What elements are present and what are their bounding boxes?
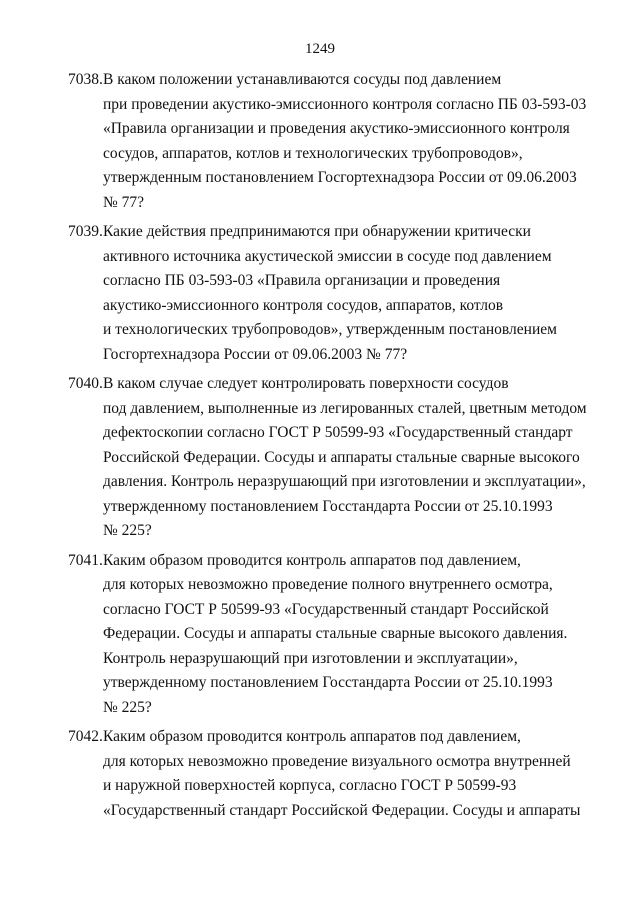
question-text-line: утвержденным постановлением Госгортехнадзора России от 09.06.2003 [103, 169, 577, 186]
question-item [0, 68, 640, 215]
question-number: 7038. [68, 71, 103, 88]
question-text-line: «Правила организации и проведения акустико-эмиссионного контроля [103, 120, 570, 137]
question-list [0, 68, 640, 828]
question-text-line: Каким образом проводится контроль аппаратов под давлением, [103, 551, 521, 569]
question-text-line: при проведении акустико-эмиссионного контроля согласно ПБ 03-593-03 [103, 95, 587, 113]
question-number: 7041. [68, 551, 103, 569]
question-number: 7040. [68, 375, 103, 392]
question-text-line: Федерации. Сосуды и аппараты стальные сварные высокого давления. [103, 625, 568, 642]
question-text-line: сосудов, аппаратов, котлов и технологических трубопроводов», [103, 144, 523, 162]
question-text-line: дефектоскопии согласно ГОСТ Р 50599-93 «Государственный стандарт [103, 424, 573, 441]
question-text [103, 68, 587, 215]
question-text-line: № 225? [103, 698, 152, 716]
question-text-line: согласно ПБ 03-593-03 «Правила организации и проведения [103, 272, 501, 289]
question-text-line: акустико-эмиссионного контроля сосудов, аппаратов, котлов [103, 296, 504, 314]
question-text-line: утвержденному постановлением Госстандарта России от 25.10.1993 [103, 674, 553, 691]
question-text-line: давления. Контроль неразрушающий при изготовлении и эксплуатации», [103, 473, 586, 490]
question-number: 7042. [68, 728, 103, 745]
question-text [103, 725, 581, 823]
question-text-line: Каким образом проводится контроль аппаратов под давлением, [103, 728, 521, 745]
page-number: 1249 [305, 41, 335, 57]
question-text-line: под давлением, выполненные из легированных сталей, цветным методом [103, 399, 587, 417]
question-text [103, 549, 568, 721]
question-text [103, 372, 587, 544]
question-text-line: и наружной поверхностей корпуса, согласно ГОСТ Р 50599-93 [103, 777, 517, 794]
question-text-line: утвержденному постановлением Госстандарта России от 25.10.1993 [103, 497, 553, 515]
question-text-line: для которых невозможно проведение визуального осмотра внутренней [103, 752, 571, 770]
question-text-line: и технологических трубопроводов», утвержденным постановлением [103, 321, 557, 338]
question-text-line: для которых невозможно проведение полного внутреннего осмотра, [103, 576, 553, 593]
question-text-line: № 225? [103, 522, 152, 539]
question-text-line: согласно ГОСТ Р 50599-93 «Государственный стандарт Российской [103, 600, 549, 618]
question-item [0, 372, 640, 544]
question-text [103, 220, 559, 367]
question-text-line: № 77? [103, 193, 145, 211]
question-text-line: «Государственный стандарт Российской Федерации. Сосуды и аппараты [103, 801, 581, 819]
question-text-line: Какие действия предпринимаются при обнаружении критически [103, 223, 531, 240]
question-text-line: Госгортехнадзора России от 09.06.2003 № 77? [103, 345, 408, 363]
question-text-line: Контроль неразрушающий при изготовлении и эксплуатации», [103, 649, 518, 667]
question-text-line: Российской Федерации. Сосуды и аппараты стальные сварные высокого [103, 448, 580, 466]
question-text-line: В каком случае следует контролировать поверхности сосудов [103, 375, 509, 392]
question-text-line: активного источника акустической эмиссии в сосуде под давлением [103, 247, 552, 265]
question-item [0, 220, 640, 367]
question-text-line: В каком положении устанавливаются сосуды под давлением [103, 71, 502, 88]
question-number: 7039. [68, 223, 103, 240]
question-item [0, 725, 640, 823]
question-item [0, 549, 640, 721]
